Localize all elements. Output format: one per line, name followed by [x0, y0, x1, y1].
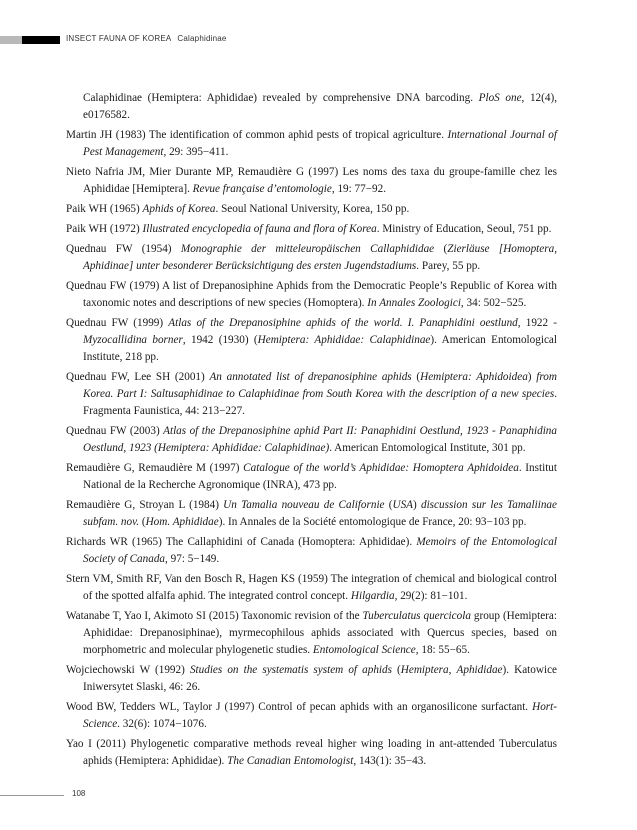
- reference-text: , 34: 502−525.: [460, 297, 527, 309]
- reference-text: , 143(1): 35−43.: [353, 755, 427, 767]
- reference-text: Stern VM, Smith RF, Van den Bosch R, Hagen KS (1959) The integration of chemical and biological control of the spotted alfalfa aphid. The integrated control concept.: [66, 573, 557, 602]
- reference-entry: [66, 497, 557, 531]
- reference-text: ). In Annales de la Société entomologique de France, 20: 93−103 pp.: [218, 516, 527, 528]
- reference-text: , 12(4), e0176582.: [83, 92, 557, 121]
- journal-title: INSECT FAUNA OF KOREA: [66, 34, 172, 43]
- reference-text: Wood BW, Tedders WL, Taylor J (1997) Control of pecan aphids with an organosilicone surfactant.: [66, 701, 533, 713]
- reference-text: , 19: 77−92.: [331, 183, 387, 195]
- header-bar-light: [0, 36, 22, 44]
- footer-rule: [0, 795, 64, 796]
- reference-entry: [66, 221, 557, 238]
- reference-italic-text: International Journal of Pest Management: [83, 129, 558, 158]
- reference-text: ). American Entomological Institute, 218 pp.: [83, 334, 557, 363]
- reference-text: Paik WH (1972): [66, 223, 143, 235]
- reference-text: . 32(6): 1074−1076.: [117, 718, 207, 730]
- reference-text: Quednau FW (2003): [66, 425, 164, 437]
- reference-text: , 29(2): 81−101.: [394, 590, 468, 602]
- reference-entry: [66, 571, 557, 605]
- reference-text: (: [384, 499, 393, 511]
- reference-text: Martin JH (1983) The identification of common aphid pests of tropical agriculture.: [66, 129, 448, 141]
- reference-text: Remaudière G, Stroyan L (1984): [66, 499, 224, 511]
- reference-list: [66, 90, 557, 773]
- reference-text: Wojciechowski W (1992): [66, 664, 190, 676]
- reference-italic-text: Studies on the systematis system of aphids: [189, 664, 392, 676]
- reference-entry: [66, 534, 557, 568]
- reference-text: . Fragmenta Faunistica, 44: 213−227.: [83, 388, 557, 417]
- reference-italic-text: Atlas of the Drepanosiphine aphid Part II: Panaphidini Oestlund, 1923 - Panaphidina Oestlund, 1923 (Hemiptera: Aphididae: Calaphidinae): [83, 425, 557, 454]
- reference-italic-text: Hort-Science: [83, 701, 557, 730]
- reference-italic-text: Un Tamalia nouveau de Californie: [223, 499, 385, 511]
- reference-italic-text: Illustrated encyclopedia of fauna and flora of Korea: [142, 223, 377, 235]
- reference-text: group (Hemiptera: Aphididae: Drepanosiphinae), myrmecophilous aphids associated with Quercus species, based on morphometric and molecular phylogenetic studies.: [83, 610, 557, 656]
- reference-italic-text: Aphididae: [456, 664, 503, 676]
- reference-entry: [66, 608, 557, 659]
- reference-text: Richards WR (1965) The Callaphidini of Canada (Homoptera: Aphididae).: [66, 536, 417, 548]
- reference-italic-text: Memoirs of the Entomological Society of Canada: [83, 536, 557, 565]
- reference-italic-text: Hemiptera: Aphididae: Calaphidinae: [257, 334, 431, 346]
- reference-text: (: [139, 516, 146, 528]
- reference-entry: [66, 699, 557, 733]
- reference-text: , 29: 395−411.: [163, 146, 229, 158]
- reference-text: . Institut National de la Recherche Agronomique (INRA), 473 pp.: [83, 462, 558, 491]
- reference-italic-text: Catalogue of the world’s Aphididae: Homoptera Aphidoidea: [243, 462, 519, 474]
- reference-text: . Seoul National University, Korea, 150 pp.: [215, 203, 410, 215]
- reference-text: ): [527, 371, 537, 383]
- reference-entry: [66, 736, 557, 770]
- header-bar-dark: [22, 36, 60, 44]
- reference-text: , 18: 55−65.: [415, 644, 470, 656]
- reference-text: (: [391, 664, 401, 676]
- reference-italic-text: The Canadian Entomologist: [227, 755, 354, 767]
- reference-text: Quednau FW, Lee SH (2001): [66, 371, 210, 383]
- reference-italic-text: PloS one: [478, 92, 522, 104]
- reference-entry: [66, 201, 557, 218]
- reference-text: Remaudière G, Remaudière M (1997): [66, 462, 244, 474]
- reference-text: . Ministry of Education, Seoul, 751 pp.: [376, 223, 552, 235]
- reference-text: . American Entomological Institute, 301 pp.: [329, 442, 526, 454]
- reference-text: Quednau FW (1954): [66, 243, 181, 255]
- section-title: Calaphidinae: [177, 34, 227, 43]
- reference-italic-text: from Korea. Part I: Saltusaphidinae to Calaphidinae from South Korea with the description of a new species: [83, 371, 557, 400]
- reference-entry: [66, 278, 557, 312]
- reference-italic-text: Zierläuse [Homoptera, Aphidinae] unter besonderer Berücksichtigung des ersten Jugendstadiums: [83, 243, 557, 272]
- reference-text: ). Katowice Iniwersytet Slaski, 46: 26.: [83, 664, 558, 693]
- reference-italic-text: Hemiptera: [400, 664, 449, 676]
- reference-italic-text: Hilgardia: [350, 590, 395, 602]
- reference-italic-text: USA: [392, 499, 414, 511]
- reference-italic-text: Atlas of the Drepanosiphine aphids of the world. I. Panaphidini oestlund: [168, 317, 518, 329]
- reference-text: Watanabe T, Yao I, Akimoto SI (2015) Taxonomic revision of the: [66, 610, 363, 622]
- reference-entry: [66, 90, 557, 124]
- reference-text: , 1942 (1930) (: [182, 334, 258, 346]
- reference-text: , 1922 -: [517, 317, 557, 329]
- reference-text: Quednau FW (1999): [66, 317, 169, 329]
- reference-text: (: [411, 371, 421, 383]
- reference-text: . Parey, 55 pp.: [416, 260, 481, 272]
- reference-italic-text: Revue française d’entomologie: [192, 183, 332, 195]
- reference-entry: [66, 127, 557, 161]
- reference-text: Paik WH (1965): [66, 203, 143, 215]
- reference-italic-text: Aphids of Korea: [142, 203, 216, 215]
- reference-text: ): [413, 499, 421, 511]
- reference-italic-text: An annotated list of drepanosiphine aphids: [209, 371, 412, 383]
- reference-italic-text: Myzocallidina borner: [83, 334, 183, 346]
- reference-italic-text: Hom. Aphididae: [145, 516, 219, 528]
- reference-text: Yao I (2011) Phylogenetic comparative methods reveal higher wing loading in ant-attended Tuberculatus aphids (Hemiptera: Aphididae).: [66, 738, 557, 767]
- reference-entry: [66, 241, 557, 275]
- reference-entry: [66, 423, 557, 457]
- running-header: [66, 34, 227, 43]
- reference-entry: [66, 460, 557, 494]
- page-number: 108: [72, 789, 86, 798]
- reference-italic-text: Hemiptera: Aphidoidea: [420, 371, 528, 383]
- reference-text: Calaphidinae (Hemiptera: Aphididae) revealed by comprehensive DNA barcoding.: [83, 92, 479, 104]
- reference-entry: [66, 369, 557, 420]
- reference-text: (: [434, 243, 448, 255]
- reference-italic-text: Monographie der mitteleuropäischen Callaphididae: [180, 243, 435, 255]
- reference-text: , 97: 5−149.: [165, 553, 220, 565]
- reference-entry: [66, 164, 557, 198]
- reference-italic-text: discussion sur les Tamaliinae subfam. nov.: [83, 499, 557, 528]
- reference-entry: [66, 662, 557, 696]
- reference-text: Quednau FW (1979) A list of Drepanosiphine Aphids from the Democratic People’s Republic of Korea with taxonomic notes and descriptions of new species (Homoptera).: [66, 280, 557, 309]
- reference-italic-text: In Annales Zoologici: [367, 297, 461, 309]
- reference-italic-text: Entomological Science: [312, 644, 416, 656]
- reference-italic-text: Tuberculatus quercicola: [362, 610, 471, 622]
- reference-entry: [66, 315, 557, 366]
- reference-text: ,: [448, 664, 457, 676]
- reference-text: Nieto Nafria JM, Mier Durante MP, Remaudière G (1997) Les noms des taxa du groupe-famille chez les Aphididae [Hemiptera].: [66, 166, 557, 195]
